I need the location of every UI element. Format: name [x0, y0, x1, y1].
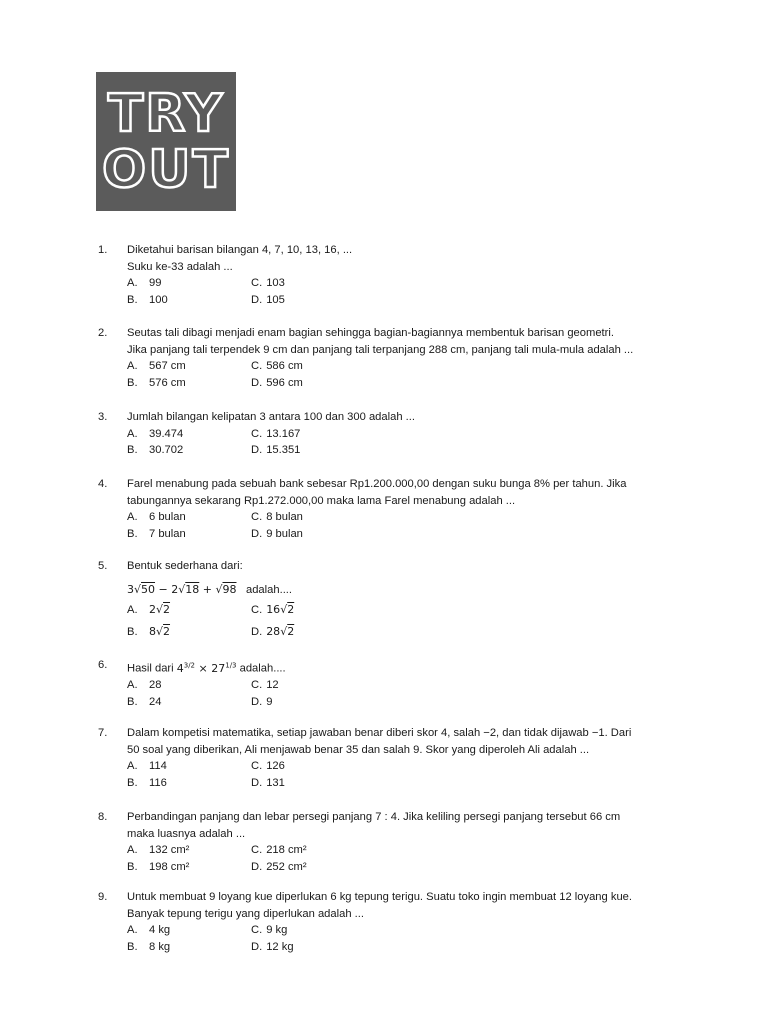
option-value: 567 cm — [149, 360, 186, 372]
radical-expression: 3√50 − 2√18 + √98 adalah.... — [127, 582, 293, 596]
question-stem-line: Bentuk sederhana dari: — [127, 560, 243, 572]
option-value: 8 bulan — [266, 511, 303, 523]
question-number: 2. — [98, 327, 108, 339]
option-letter: A. — [127, 427, 138, 440]
question-number: 6. — [98, 659, 108, 671]
question-stem-line: Seutas tali dibagi menjadi enam bagian sehingga bagian-bagiannya membentuk barisan geometri. — [127, 327, 614, 339]
option-value: 99 — [149, 277, 162, 289]
option-letter: C. — [251, 679, 263, 692]
option-letter: D. — [251, 444, 263, 456]
option-value: 132 cm² — [149, 844, 190, 856]
option-letter: A. — [127, 277, 138, 289]
option-value: 8 kg — [149, 940, 171, 953]
option-letter: A. — [127, 360, 138, 372]
option-letter: A. — [127, 603, 138, 616]
option-letter: B. — [127, 293, 138, 306]
operator: − 2 — [155, 582, 179, 596]
question-stem-line: Dalam kompetisi matematika, setiap jawaban benar diberi skor 4, salah −2, dan tidak dijawab −1. Dari — [127, 727, 632, 739]
question-number: 8. — [98, 811, 108, 823]
question-stem-line: Perbandingan panjang dan lebar persegi panjang 7 : 4. Jika keliling persegi panjang tersebut 66 cm — [127, 811, 621, 823]
option-value: 9 — [266, 695, 273, 708]
option-letter: B. — [127, 444, 138, 456]
question-stem-line: Diketahui barisan bilangan 4, 7, 10, 13, 16, ... — [127, 244, 353, 256]
expression-tail: adalah.... — [245, 583, 293, 596]
option-value: 15.351 — [266, 444, 301, 456]
option-letter: D. — [251, 293, 263, 306]
option-letter: D. — [251, 376, 263, 389]
option-value: 12 kg — [266, 940, 294, 953]
option-letter: A. — [127, 924, 138, 936]
option-letter: C. — [251, 924, 263, 936]
option-letter: C. — [251, 277, 263, 289]
option-value: 30.702 — [149, 444, 184, 456]
option-value: 131 — [266, 776, 285, 789]
coefficient: 3 — [127, 582, 134, 596]
option-value: 126 — [266, 760, 285, 772]
option-value: 4 kg — [149, 924, 171, 936]
option-letter: B. — [127, 776, 138, 789]
option-value: 103 — [266, 277, 285, 289]
question-stem-line: Untuk membuat 9 loyang kue diperlukan 6 kg tepung terigu. Suatu toko ingin membuat 12 loyang kue. — [127, 891, 632, 903]
option-value: 116 — [149, 776, 167, 789]
option-letter: D. — [251, 625, 263, 638]
question-number: 7. — [98, 727, 108, 739]
question-number: 4. — [98, 478, 108, 490]
option-letter: B. — [127, 860, 138, 873]
option-value: 16√2 — [266, 602, 295, 616]
option-letter: A. — [127, 679, 138, 692]
option-value: 8√2 — [149, 624, 171, 638]
option-letter: A. — [127, 844, 138, 856]
option-value: 198 cm² — [149, 860, 190, 873]
option-value: 13.167 — [266, 427, 301, 440]
stem-text: Hasil dari — [127, 662, 174, 675]
option-letter: D. — [251, 527, 263, 540]
try-out-logo — [96, 72, 236, 211]
question-stem-line: tabungannya sekarang Rp1.272.000,00 maka lama Farel menabung adalah ... — [127, 494, 516, 507]
power-expression: $4^{3/2} \times 27^{1/3}$ — [176, 661, 237, 675]
question-stem-line: Suku ke-33 adalah ... — [127, 260, 233, 273]
question-stem-line: maka luasnya adalah ... — [127, 827, 246, 840]
option-letter: A. — [127, 511, 138, 523]
radicand: 50 — [141, 582, 156, 596]
logo-line-2: OUT — [102, 139, 230, 200]
option-value: 596 cm — [266, 376, 303, 389]
option-value: 576 cm — [149, 376, 186, 389]
option-value: 114 — [149, 760, 167, 772]
question-stem-line: Farel menabung pada sebuah bank sebesar Rp1.200.000,00 dengan suku bunga 8% per tahun. Jika — [127, 478, 627, 490]
option-letter: A. — [127, 760, 138, 772]
option-value: 105 — [266, 293, 285, 306]
question-number: 9. — [98, 891, 108, 903]
question-stem-line: Jumlah bilangan kelipatan 3 antara 100 dan 300 adalah ... — [127, 411, 415, 423]
question-number: 3. — [98, 411, 108, 423]
option-value: 24 — [149, 695, 162, 708]
option-value: 12 — [266, 679, 279, 692]
option-letter: D. — [251, 860, 263, 873]
option-letter: C. — [251, 760, 263, 772]
option-letter: B. — [127, 695, 138, 708]
option-letter: B. — [127, 376, 138, 389]
logo-line-1: TRY — [107, 83, 225, 144]
question-stem-line — [127, 657, 658, 677]
operator: + — [199, 582, 216, 596]
option-value: 100 — [149, 293, 168, 306]
option-value: 9 kg — [266, 924, 288, 936]
radicand: 98 — [222, 582, 237, 596]
option-letter: B. — [127, 940, 138, 953]
option-value: 586 cm — [266, 360, 303, 372]
option-letter: D. — [251, 940, 263, 953]
option-letter: D. — [251, 776, 263, 789]
option-value: 28√2 — [266, 624, 295, 638]
option-value: 9 bulan — [266, 527, 303, 540]
stem-text: adalah.... — [239, 662, 286, 675]
option-letter: C. — [251, 603, 263, 616]
option-value: 39.474 — [149, 427, 184, 440]
option-value: 2√2 — [149, 602, 171, 616]
option-value: 218 cm² — [266, 844, 307, 856]
question-stem-line: 50 soal yang diberikan, Ali menjawab benar 35 dan salah 9. Skor yang diperoleh Ali adalah ... — [127, 743, 590, 756]
option-value: 6 bulan — [149, 511, 186, 523]
option-value: 7 bulan — [149, 527, 186, 540]
option-value: 28 — [149, 679, 162, 692]
option-value: 252 cm² — [266, 860, 307, 873]
question-stem-line: Banyak tepung terigu yang diperlukan adalah ... — [127, 907, 364, 920]
option-letter: C. — [251, 427, 263, 440]
radicand: 18 — [185, 582, 200, 596]
option-letter: C. — [251, 360, 263, 372]
option-letter: B. — [127, 527, 138, 540]
option-letter: C. — [251, 844, 263, 856]
question-number: 1. — [98, 244, 108, 256]
option-letter: D. — [251, 695, 263, 708]
option-letter: C. — [251, 511, 263, 523]
question-number: 5. — [98, 560, 108, 572]
option-letter: B. — [127, 625, 138, 638]
question-stem-line: Jika panjang tali terpendek 9 cm dan panjang tali terpanjang 288 cm, panjang tali mula-mula adalah ... — [127, 343, 634, 356]
